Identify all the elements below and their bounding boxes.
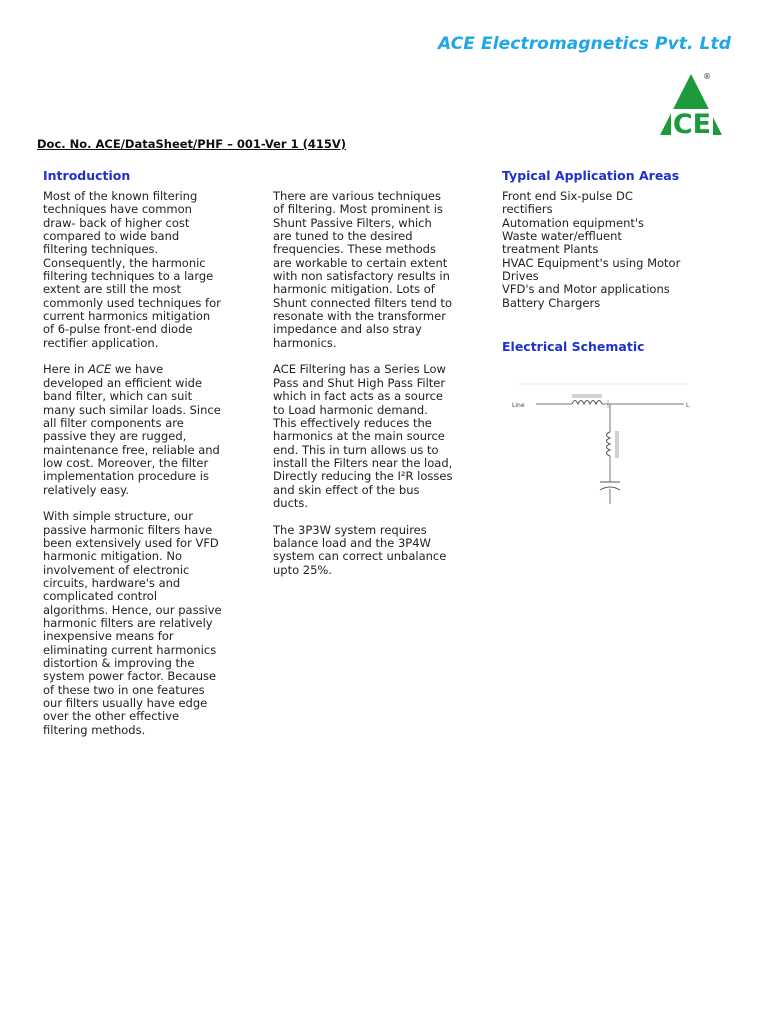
intro-p2-first-line: Here in ACE we have — [43, 362, 164, 377]
intro-p2-line: low cost. Moreover, the filter — [43, 455, 209, 470]
apps-line: rectifiers — [502, 202, 553, 217]
mid-p2-line: harmonics at the main source — [273, 429, 445, 444]
apps-line: Waste water/effluent — [502, 229, 622, 244]
mid-p2-line: Pass and Shut High Pass Filter — [273, 375, 446, 390]
intro-p3-line: harmonic mitigation. No — [43, 549, 182, 564]
apps-line: Front end Six-pulse DC — [502, 189, 633, 203]
intro-p3-line: our filters usually have edge — [43, 696, 208, 711]
intro-p1-line: commonly used techniques for — [43, 295, 221, 310]
mid-p2-line: which in fact acts as a source — [273, 389, 443, 404]
mid-p1-line: Shunt Passive Filters, which — [273, 215, 432, 230]
mid-p1-line: with non satisfactory results in — [273, 269, 450, 284]
intro-paragraph-2 — [43, 363, 253, 496]
intro-p1-line: Consequently, the harmonic — [43, 255, 206, 270]
apps-line: Battery Chargers — [502, 295, 601, 310]
mid-p3-line: The 3P3W system requires — [273, 522, 427, 537]
mid-p2-line: ACE Filtering has a Series Low — [273, 362, 446, 377]
intro-p3-line: distortion & improving the — [43, 656, 195, 671]
mid-p2-line: ducts. — [273, 495, 309, 510]
intro-p1-line: of 6-pulse front-end diode — [43, 322, 193, 337]
mid-p2-line: This effectively reduces the — [273, 415, 432, 430]
middle-paragraph-1 — [273, 190, 488, 350]
mid-p3-line: balance load and the 3P4W — [273, 535, 431, 550]
mid-p2-line: to Load harmonic demand. — [273, 402, 428, 417]
intro-p3-line: With simple structure, our — [43, 509, 193, 524]
mid-p1-line: are tuned to the desired — [273, 229, 413, 244]
logo-text: CE — [672, 109, 712, 137]
mid-p2-line: end. This in turn allows us to — [273, 442, 439, 457]
intro-p3-line: inexpensive means for — [43, 629, 174, 644]
mid-p1-line: frequencies. These methods — [273, 242, 436, 257]
document-number: Doc. No. ACE/DataSheet/PHF – 001-Ver 1 (415V) — [37, 137, 347, 151]
intro-p1-line: filtering techniques. — [43, 242, 159, 257]
apps-line: VFD's and Motor applications — [502, 282, 670, 297]
introduction-heading: Introduction — [43, 168, 131, 183]
intro-p3-line: been extensively used for VFD — [43, 535, 219, 550]
intro-p1-line: rectifier application. — [43, 335, 159, 350]
intro-p2-line: passive they are rugged, — [43, 429, 187, 444]
intro-p1-line: techniques have common — [43, 202, 192, 217]
intro-p1-line: current harmonics mitigation — [43, 309, 211, 324]
intro-p2-line: band filter, which can suit — [43, 389, 193, 404]
intro-p3-line: involvement of electronic — [43, 562, 190, 577]
apps-line: Automation equipment's — [502, 215, 645, 230]
intro-p3-line: complicated control — [43, 589, 158, 604]
intro-p3-line: filtering methods. — [43, 722, 146, 737]
mid-p2-line: Directly reducing the I²R losses — [273, 469, 453, 484]
mid-p1-line: of filtering. Most prominent is — [273, 202, 443, 217]
mid-p1-line: harmonics. — [273, 335, 337, 350]
intro-p3-line: system power factor. Because — [43, 669, 217, 684]
apps-line: treatment Plants — [502, 242, 599, 257]
intro-p2-line: relatively easy. — [43, 482, 129, 497]
intro-p2-line: many such similar loads. Since — [43, 402, 221, 417]
intro-p3-line: circuits, hardware's and — [43, 575, 181, 590]
electrical-schematic — [508, 378, 698, 508]
ace-logo — [657, 71, 727, 137]
registered-mark: ® — [703, 72, 711, 81]
intro-p1-line: compared to wide band — [43, 229, 180, 244]
mid-p1-line: resonate with the transformer — [273, 309, 446, 324]
mid-p3-line: upto 25%. — [273, 562, 333, 577]
intro-p3-line: eliminating current harmonics — [43, 642, 217, 657]
mid-p3-line: system can correct unbalance — [273, 549, 447, 564]
mid-p1-line: are workable to certain extent — [273, 255, 448, 270]
intro-p3-line: passive harmonic filters have — [43, 522, 213, 537]
intro-p3-line: harmonic filters are relatively — [43, 616, 213, 630]
intro-p1-line: extent are still the most — [43, 282, 181, 297]
mid-p1-line: harmonic mitigation. Lots of — [273, 282, 435, 297]
apps-line: Drives — [502, 269, 539, 284]
company-name: ACE Electromagnetics Pvt. Ltd — [437, 34, 731, 54]
load-label: L — [686, 402, 690, 409]
mid-p2-line: install the Filters near the load, — [273, 455, 453, 470]
apps-line: HVAC Equipment's using Motor — [502, 255, 681, 270]
middle-paragraph-3 — [273, 524, 488, 577]
intro-p2-line: maintenance free, reliable and — [43, 442, 220, 457]
intro-p3-line: of these two in one features — [43, 682, 205, 697]
mid-p1-line: impedance and also stray — [273, 322, 422, 337]
intro-p2-line: implementation procedure is — [43, 469, 209, 484]
intro-p1-line: Most of the known filtering — [43, 189, 198, 203]
applications-heading: Typical Application Areas — [502, 168, 680, 183]
mid-p1-line: There are various techniques — [273, 189, 441, 203]
middle-paragraph-2 — [273, 363, 488, 510]
intro-p3-line: algorithms. Hence, our passive — [43, 602, 222, 617]
intro-p2-line: developed an efficient wide — [43, 375, 203, 390]
intro-p1-line: filtering techniques to a large — [43, 269, 214, 284]
mid-p1-line: Shunt connected filters tend to — [273, 295, 452, 310]
intro-paragraph-3 — [43, 510, 253, 737]
middle-column — [273, 190, 488, 590]
intro-p3-line: over the other effective — [43, 709, 180, 724]
mid-p2-line: and skin effect of the bus — [273, 482, 420, 497]
line-label: Line — [512, 402, 525, 409]
intro-p2-line: all filter components are — [43, 415, 184, 430]
applications-list — [502, 190, 722, 323]
introduction-column — [43, 190, 253, 750]
schematic-heading: Electrical Schematic — [502, 339, 645, 354]
intro-p1-line: draw- back of higher cost — [43, 215, 190, 230]
applications-lines — [502, 190, 722, 310]
intro-paragraph-1 — [43, 190, 253, 350]
